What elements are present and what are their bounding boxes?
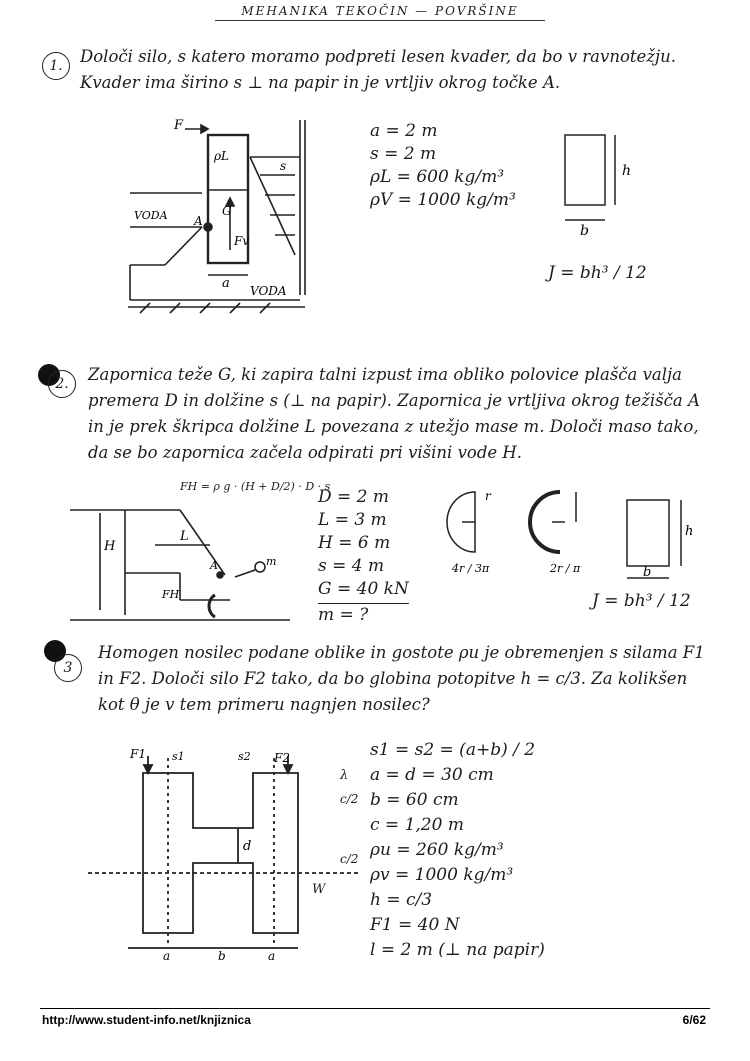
- p3-label-f2: F2: [274, 751, 290, 765]
- p3-given-item: c = 1,20 m: [370, 815, 464, 835]
- p1-label-s: s: [280, 159, 287, 173]
- p2-label-m: m: [266, 555, 277, 568]
- p1-label-water2: VODA: [250, 284, 287, 298]
- footer-page-number: 6/62: [682, 1013, 706, 1027]
- footer-divider: [40, 1008, 710, 1009]
- problem-2-rectangle-sketch: [615, 490, 705, 590]
- p3-label-w: W: [312, 882, 326, 897]
- p3-label-c-half-top: c/2: [340, 792, 359, 806]
- problem-1-rectangle-sketch: [550, 120, 660, 240]
- p2-given-item: m = ?: [318, 603, 409, 627]
- p3-label-s1: s1: [172, 750, 185, 763]
- problem-1-given-list: [370, 120, 516, 212]
- p3-label-d: d: [243, 839, 252, 854]
- problem-2-given-list: [318, 486, 409, 627]
- p1-label-point: A: [194, 214, 203, 228]
- p2-given-item: G = 40 kN: [318, 579, 409, 599]
- problem-3-text: Homogen nosilec podane oblike in gostote ρu je obremenjen s silama F1 in F2. Določi silo F2 tako, da bo globina potopitve h = c/3. Za kolikšen kot θ je v tem primeru nagnjen nosilec?: [98, 643, 705, 714]
- p2-label-fraction-1: 4r / 3π: [452, 562, 490, 575]
- p3-label-b: b: [218, 949, 226, 963]
- p2-label-l: L: [180, 529, 189, 544]
- p1-label-fv: Fv: [234, 234, 250, 248]
- p1-label-a: a: [222, 276, 230, 291]
- p1-label-water: VODA: [134, 209, 168, 222]
- p1-label-g: G: [222, 204, 232, 218]
- p2-rect-label-h: h: [685, 524, 694, 539]
- p2-label-r: r: [485, 489, 491, 503]
- p1-label-force: F: [174, 118, 184, 133]
- p3-given-item: F1 = 40 N: [370, 915, 460, 935]
- problem-1-diagram: [110, 115, 325, 320]
- problem-3-h-beam-diagram: [88, 748, 358, 963]
- p3-given-item: l = 2 m (⊥ na papir): [370, 940, 545, 960]
- p2-rect-label-b: b: [643, 565, 652, 580]
- problem-1-text: Določi silo, s katero moramo podpreti lesen kvader, da bo v ravnotežju. Kvader ima širino s ⊥ na papir in je vrtljiv okrog točke A.: [80, 47, 676, 92]
- footer-url-link[interactable]: http://www.student-info.net/knjiznica: [42, 1013, 251, 1027]
- problem-1-number: 1.: [42, 52, 70, 80]
- p3-label-c-half-bottom: c/2: [340, 852, 359, 866]
- problem-2-text: Zapornica teže G, ki zapira talni izpust ima obliko polovice plašča valja premera D in dolžine s (⊥ na papir). Zapornica je vrtljiva okrog težišča A in je prek škripca dolžine L povezana z utežjo mase m. Določi maso tako, da se bo zapornica začela odpirati pri višini vode H.: [88, 365, 700, 462]
- problem-2-formula: J = bh³ / 12: [592, 591, 691, 611]
- p3-given-item: h = c/3: [370, 890, 433, 910]
- p1-label-rhoL: ρL: [214, 149, 230, 163]
- p1-given-item: s = 2 m: [370, 144, 437, 164]
- problem-2-annotation: FH = ρ g · (H + D/2) · D · s: [180, 480, 331, 493]
- p3-given-item: a = d = 30 cm: [370, 765, 494, 785]
- p3-given-item: ρv = 1000 kg/m³: [370, 865, 514, 885]
- p2-given-item: H = 6 m: [318, 533, 391, 553]
- p3-label-s2: s2: [238, 750, 251, 763]
- p1-rect-label-b: b: [580, 223, 589, 239]
- p1-given-item: a = 2 m: [370, 121, 438, 141]
- problem-3-number: 3: [54, 654, 82, 682]
- problem-2-number: 2.: [48, 370, 76, 398]
- p2-given-item: s = 4 m: [318, 556, 385, 576]
- p2-given-item: L = 3 m: [318, 510, 387, 530]
- p3-label-a-left: a: [163, 949, 171, 963]
- p2-label-fraction-2: 2r / π: [550, 562, 581, 575]
- p2-label-fh: FH: [162, 588, 180, 601]
- p3-given-item: s1 = s2 = (a+b) / 2: [370, 740, 536, 760]
- p2-label-a: A: [210, 559, 218, 572]
- p3-label-a-right: a: [268, 949, 276, 963]
- p2-given-item: D = 2 m: [318, 487, 390, 507]
- problem-2-half-cylinder-sketches: [440, 482, 610, 592]
- page-header-title: MEHANIKA TEKOČIN — POVRŠINE: [215, 4, 545, 21]
- p1-rect-label-h: h: [622, 163, 632, 179]
- problem-2-diagram: [60, 495, 300, 625]
- p3-label-lambda: λ: [340, 768, 349, 783]
- p3-given-item: b = 60 cm: [370, 790, 459, 810]
- p1-given-item: ρL = 600 kg/m³: [370, 167, 505, 187]
- p2-label-h: H: [104, 539, 116, 554]
- p3-given-item: ρu = 260 kg/m³: [370, 840, 504, 860]
- problem-1-formula: J = bh³ / 12: [548, 263, 647, 283]
- p3-h-beam: [143, 773, 298, 933]
- p1-pivot-point: [204, 223, 212, 231]
- p1-given-item: ρV = 1000 kg/m³: [370, 190, 516, 210]
- problem-3-given-list: [370, 738, 545, 963]
- p3-label-f1: F1: [130, 748, 146, 761]
